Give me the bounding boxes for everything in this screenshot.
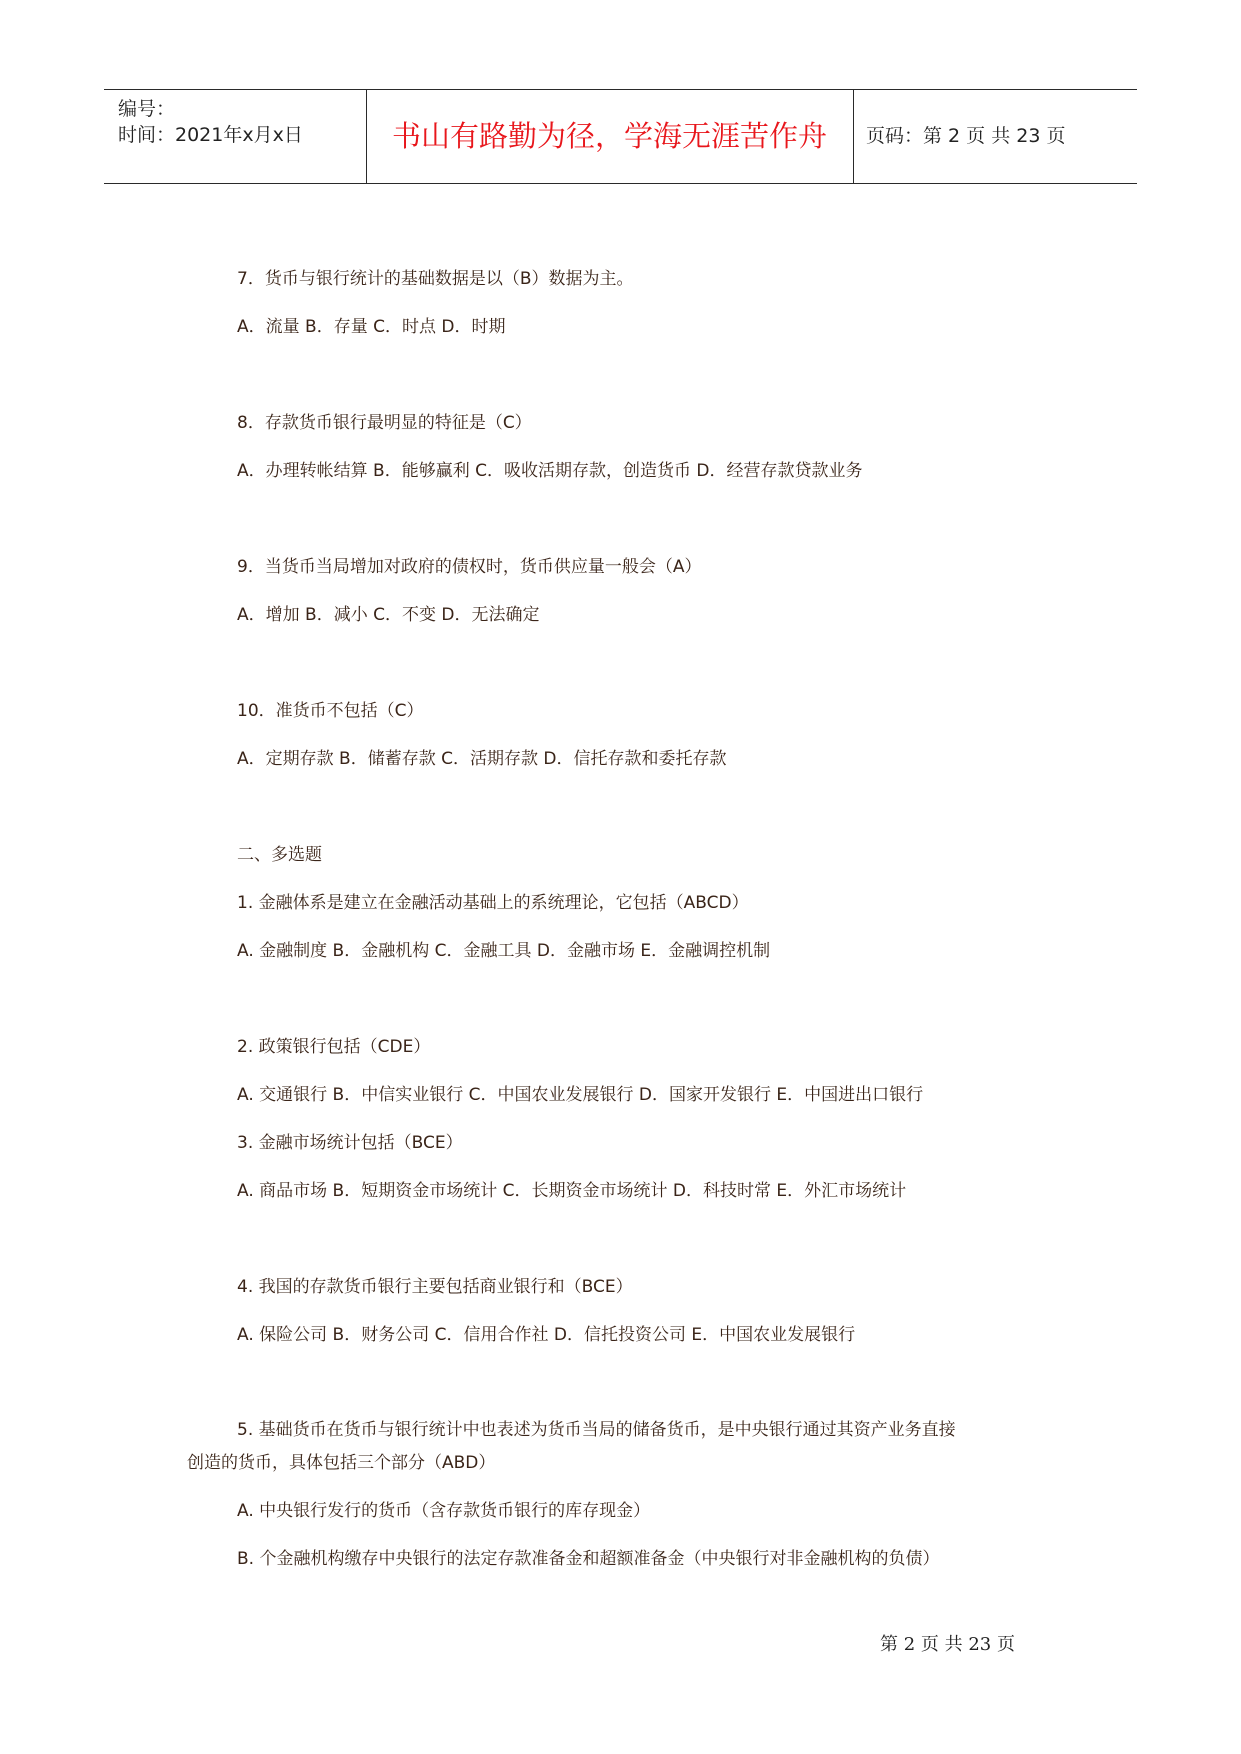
mc-question-1-options: A. 金融制度 B．金融机构 C．金融工具 D．金融市场 E．金融调控机制 bbox=[237, 941, 771, 961]
document-number-label: 编号： bbox=[118, 98, 176, 120]
question-9-options: A．增加 B．减小 C．不变 D．无法确定 bbox=[237, 605, 540, 625]
mc-question-4: 4. 我国的存款货币银行主要包括商业银行和（BCE） bbox=[237, 1277, 633, 1297]
page-footer: 第 2 页 共 23 页 bbox=[880, 1634, 1015, 1655]
mc-question-3-options: A. 商品市场 B．短期资金市场统计 C．长期资金市场统计 D．科技时常 E．外汇市场统计 bbox=[237, 1181, 907, 1201]
mc-question-2: 2. 政策银行包括（CDE） bbox=[237, 1037, 431, 1057]
header-info-cell bbox=[104, 90, 367, 183]
question-10-options: A．定期存款 B．储蓄存款 C．活期存款 D．信托存款和委托存款 bbox=[237, 749, 727, 769]
mc-question-5: 5. 基础货币在货币与银行统计中也表述为货币当局的储备货币，是中央银行通过其资产业务直接 bbox=[237, 1420, 956, 1440]
mc-question-2-options: A. 交通银行 B．中信实业银行 C．中国农业发展银行 D．国家开发银行 E．中国进出口银行 bbox=[237, 1085, 924, 1105]
header-page-number: 页码：第 2 页 共 23 页 bbox=[866, 125, 1066, 147]
page-header bbox=[104, 89, 1137, 184]
question-7: 7．货币与银行统计的基础数据是以（B）数据为主。 bbox=[237, 269, 634, 289]
mc-question-5-option-b: B. 个金融机构缴存中央银行的法定存款准备金和超额准备金（中央银行对非金融机构的负债） bbox=[237, 1549, 940, 1569]
mc-question-4-options: A. 保险公司 B．财务公司 C．信用合作社 D．信托投资公司 E．中国农业发展银行 bbox=[237, 1325, 856, 1345]
mc-question-5-continued: 创造的货币，具体包括三个部分（ABD） bbox=[187, 1453, 496, 1473]
question-9: 9．当货币当局增加对政府的债权时，货币供应量一般会（A） bbox=[237, 557, 702, 577]
section-heading-multiple-choice: 二、多选题 bbox=[237, 845, 322, 865]
question-8: 8．存款货币银行最明显的特征是（C） bbox=[237, 413, 532, 433]
question-10: 10．准货币不包括（C） bbox=[237, 701, 424, 721]
mc-question-1: 1. 金融体系是建立在金融活动基础上的系统理论，它包括（ABCD） bbox=[237, 893, 749, 913]
mc-question-3: 3. 金融市场统计包括（BCE） bbox=[237, 1133, 463, 1153]
question-8-options: A．办理转帐结算 B．能够赢利 C．吸收活期存款，创造货币 D．经营存款贷款业务 bbox=[237, 461, 863, 481]
question-7-options: A．流量 B．存量 C．时点 D．时期 bbox=[237, 317, 506, 337]
document-time-label: 时间：2021年x月x日 bbox=[118, 124, 303, 146]
header-motto: 书山有路勤为径，学海无涯苦作舟 bbox=[366, 90, 854, 183]
mc-question-5-option-a: A. 中央银行发行的货币（含存款货币银行的库存现金） bbox=[237, 1501, 651, 1521]
